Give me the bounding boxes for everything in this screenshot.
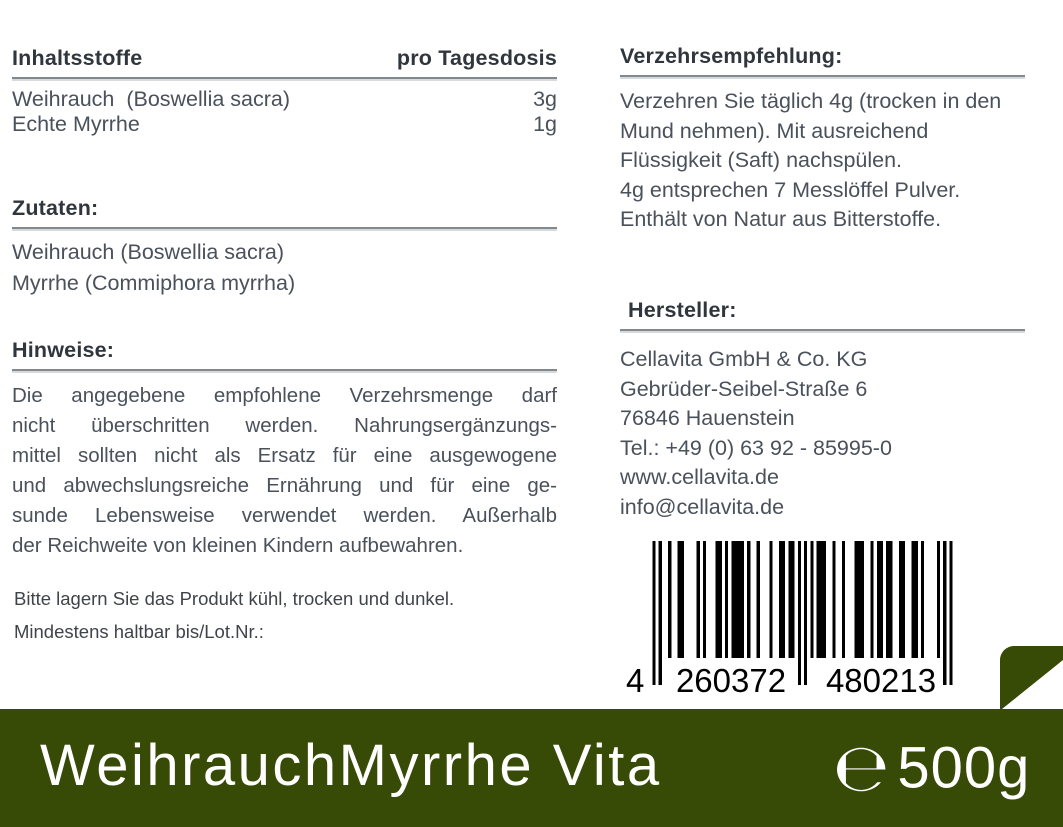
website-url: www.cellavita.de bbox=[620, 465, 779, 489]
section-divider bbox=[12, 369, 557, 373]
net-weight: 500g bbox=[897, 735, 1031, 801]
product-band bbox=[0, 709, 1063, 827]
hinweise-line: nicht überschritten werden. Nahrungsergänzungs- bbox=[12, 414, 557, 437]
zutaten-line: Weihrauch (Boswellia sacra) bbox=[12, 240, 285, 264]
net-weight-group bbox=[833, 729, 1031, 806]
verzehr-line: Verzehren Sie täglich 4g (trocken in den bbox=[620, 89, 1002, 113]
section-divider bbox=[12, 77, 557, 81]
verzehrsempfehlung-paragraph bbox=[620, 87, 1025, 235]
verzehr-line: Enthält von Natur aus Bitterstoffe. bbox=[620, 207, 942, 231]
ingredients-table bbox=[12, 46, 557, 137]
verzehr-line: Flüssigkeit (Saft) nachspülen. bbox=[620, 148, 903, 172]
ingredient-amount: 3g bbox=[533, 87, 557, 111]
section-divider bbox=[12, 227, 557, 231]
storage-note: Bitte lagern Sie das Produkt kühl, trocken und dunkel. bbox=[14, 588, 455, 609]
hinweise-section bbox=[12, 338, 557, 561]
section-divider bbox=[620, 329, 1025, 333]
corner-fold bbox=[1000, 646, 1063, 710]
ingredients-header: Inhaltsstoffe bbox=[12, 46, 143, 70]
ingredient-name: Echte Myrrhe bbox=[12, 112, 140, 136]
barcode-digits-right: 480213 bbox=[825, 662, 937, 699]
verzehr-line: 4g entsprechen 7 Messlöffel Pulver. bbox=[620, 177, 961, 202]
barcode-digits-left: 260372 bbox=[675, 662, 787, 699]
per-daily-dose-header: pro Tagesdosis bbox=[396, 46, 557, 70]
verzehrsempfehlung-title: Verzehrsempfehlung: bbox=[620, 44, 843, 68]
table-row bbox=[12, 87, 557, 112]
verzehrsempfehlung-section bbox=[620, 44, 1025, 235]
estimated-sign-icon: ℮ bbox=[833, 729, 890, 806]
hinweise-line: mittel sollten nicht als Ersatz für eine ausgewogene bbox=[12, 444, 557, 467]
verzehr-line: Mund nehmen). Mit ausreichend bbox=[620, 118, 929, 143]
ingredient-amount: 1g bbox=[533, 112, 557, 136]
hinweise-title: Hinweise: bbox=[12, 338, 115, 362]
hinweise-line: Die angegebene empfohlene Verzehrsmenge darf bbox=[12, 384, 557, 407]
hinweise-line: sunde Lebensweise verwendet werden. Außerhalb bbox=[12, 504, 557, 527]
email-address: info@cellavita.de bbox=[620, 494, 785, 519]
hersteller-section bbox=[620, 298, 1025, 522]
company-name: Cellavita GmbH & Co. KG bbox=[620, 347, 868, 371]
street-address: Gebrüder-Seibel-Straße 6 bbox=[620, 376, 868, 401]
hersteller-address bbox=[620, 345, 1025, 522]
storage-note-section bbox=[14, 582, 559, 648]
hersteller-title: Hersteller: bbox=[628, 298, 737, 322]
phone-number: Tel.: +49 (0) 63 92 - 85995-0 bbox=[620, 435, 892, 460]
city-address: 76846 Hauenstein bbox=[620, 406, 795, 430]
hinweise-line: der Reichweite von kleinen Kindern aufbewahren. bbox=[12, 534, 464, 557]
best-before-label: Mindestens haltbar bis/Lot.Nr.: bbox=[14, 621, 264, 642]
hinweise-line: und abwechslungsreiche Ernährung und für eine ge- bbox=[12, 474, 557, 497]
zutaten-line: Myrrhe (Commiphora myrrha) bbox=[12, 271, 296, 295]
ingredient-name: Weihrauch (Boswellia sacra) bbox=[12, 87, 291, 111]
zutaten-title: Zutaten: bbox=[12, 196, 99, 220]
table-row bbox=[12, 112, 557, 137]
barcode-digit-first: 4 bbox=[626, 662, 645, 699]
zutaten-section bbox=[12, 196, 557, 299]
hinweise-paragraph bbox=[12, 381, 557, 561]
product-name: WeihrauchMyrrhe Vita bbox=[40, 732, 662, 798]
section-divider bbox=[620, 75, 1025, 79]
